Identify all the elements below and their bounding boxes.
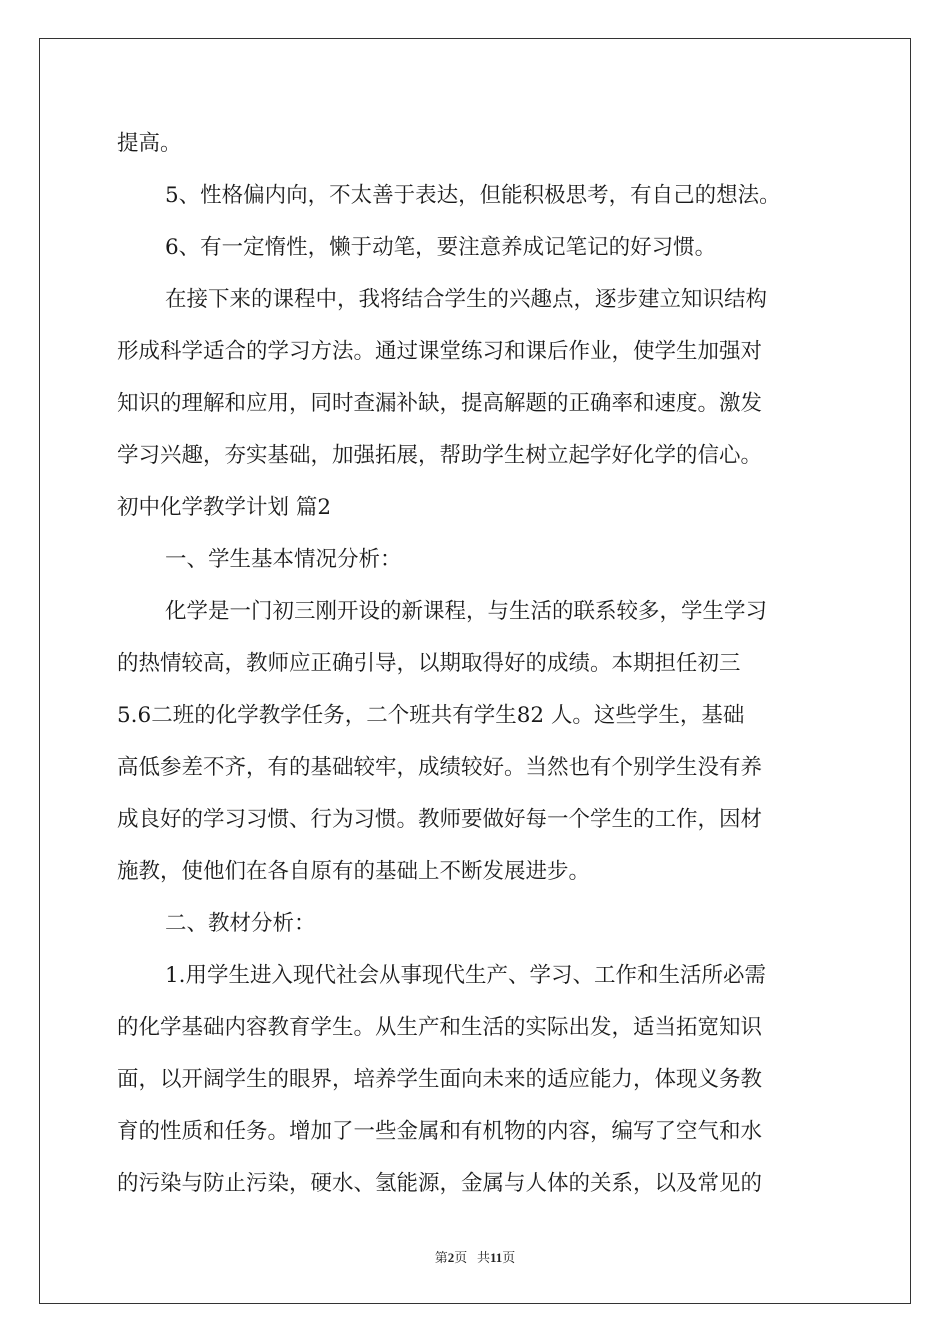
text-line: 面，以开阔学生的眼界，培养学生面向未来的适应能力，体现义务教: [117, 1067, 763, 1092]
text-line: 的污染与防止污染，硬水、氢能源，金属与人体的关系，以及常见的: [117, 1171, 763, 1196]
total-suffix: 页: [502, 1250, 516, 1265]
text-line: 5、性格偏内向，不太善于表达，但能积极思考，有自己的想法。: [165, 183, 781, 208]
subheading: 二、教材分析：: [165, 911, 316, 936]
page-suffix: 页: [454, 1250, 468, 1265]
page-number: 2: [447, 1250, 455, 1265]
text-line: 5.6二班的化学教学任务，二个班共有学生82 人。这些学生，基础: [117, 703, 745, 728]
text-line: 学习兴趣，夯实基础，加强拓展，帮助学生树立起学好化学的信心。: [117, 443, 763, 468]
total-pages: 11: [489, 1250, 503, 1265]
text-line: 育的性质和任务。增加了一些金属和有机物的内容，编写了空气和水: [117, 1119, 763, 1144]
text-line: 知识的理解和应用，同时查漏补缺，提高解题的正确率和速度。激发: [117, 391, 763, 416]
subheading: 一、学生基本情况分析：: [165, 547, 402, 572]
text-line: 成良好的学习习惯、行为习惯。教师要做好每一个学生的工作，因材: [117, 807, 763, 832]
text-line: 施教，使他们在各自原有的基础上不断发展进步。: [117, 859, 591, 884]
page-prefix: 第: [434, 1250, 448, 1265]
text-line: 形成科学适合的学习方法。通过课堂练习和课后作业，使学生加强对: [117, 339, 763, 364]
text-line: 6、有一定惰性，懒于动笔，要注意养成记笔记的好习惯。: [165, 235, 717, 260]
total-prefix: 共: [476, 1250, 490, 1265]
section-heading: 初中化学教学计划 篇2: [117, 495, 332, 520]
text-line: 化学是一门初三刚开设的新课程，与生活的联系较多，学生学习: [165, 599, 768, 624]
text-line: 在接下来的课程中，我将结合学生的兴趣点，逐步建立知识结构: [165, 287, 768, 312]
text-line: 提高。: [117, 131, 182, 156]
text-line: 1.用学生进入现代社会从事现代生产、学习、工作和生活所必需: [165, 963, 767, 988]
text-line: 高低参差不齐，有的基础较牢，成绩较好。当然也有个别学生没有养: [117, 755, 763, 780]
text-line: 的热情较高，教师应正确引导，以期取得好的成绩。本期担任初三: [117, 651, 741, 676]
text-line: 的化学基础内容教育学生。从生产和生活的实际出发，适当拓宽知识: [117, 1015, 763, 1040]
page-footer: [0, 1247, 950, 1266]
